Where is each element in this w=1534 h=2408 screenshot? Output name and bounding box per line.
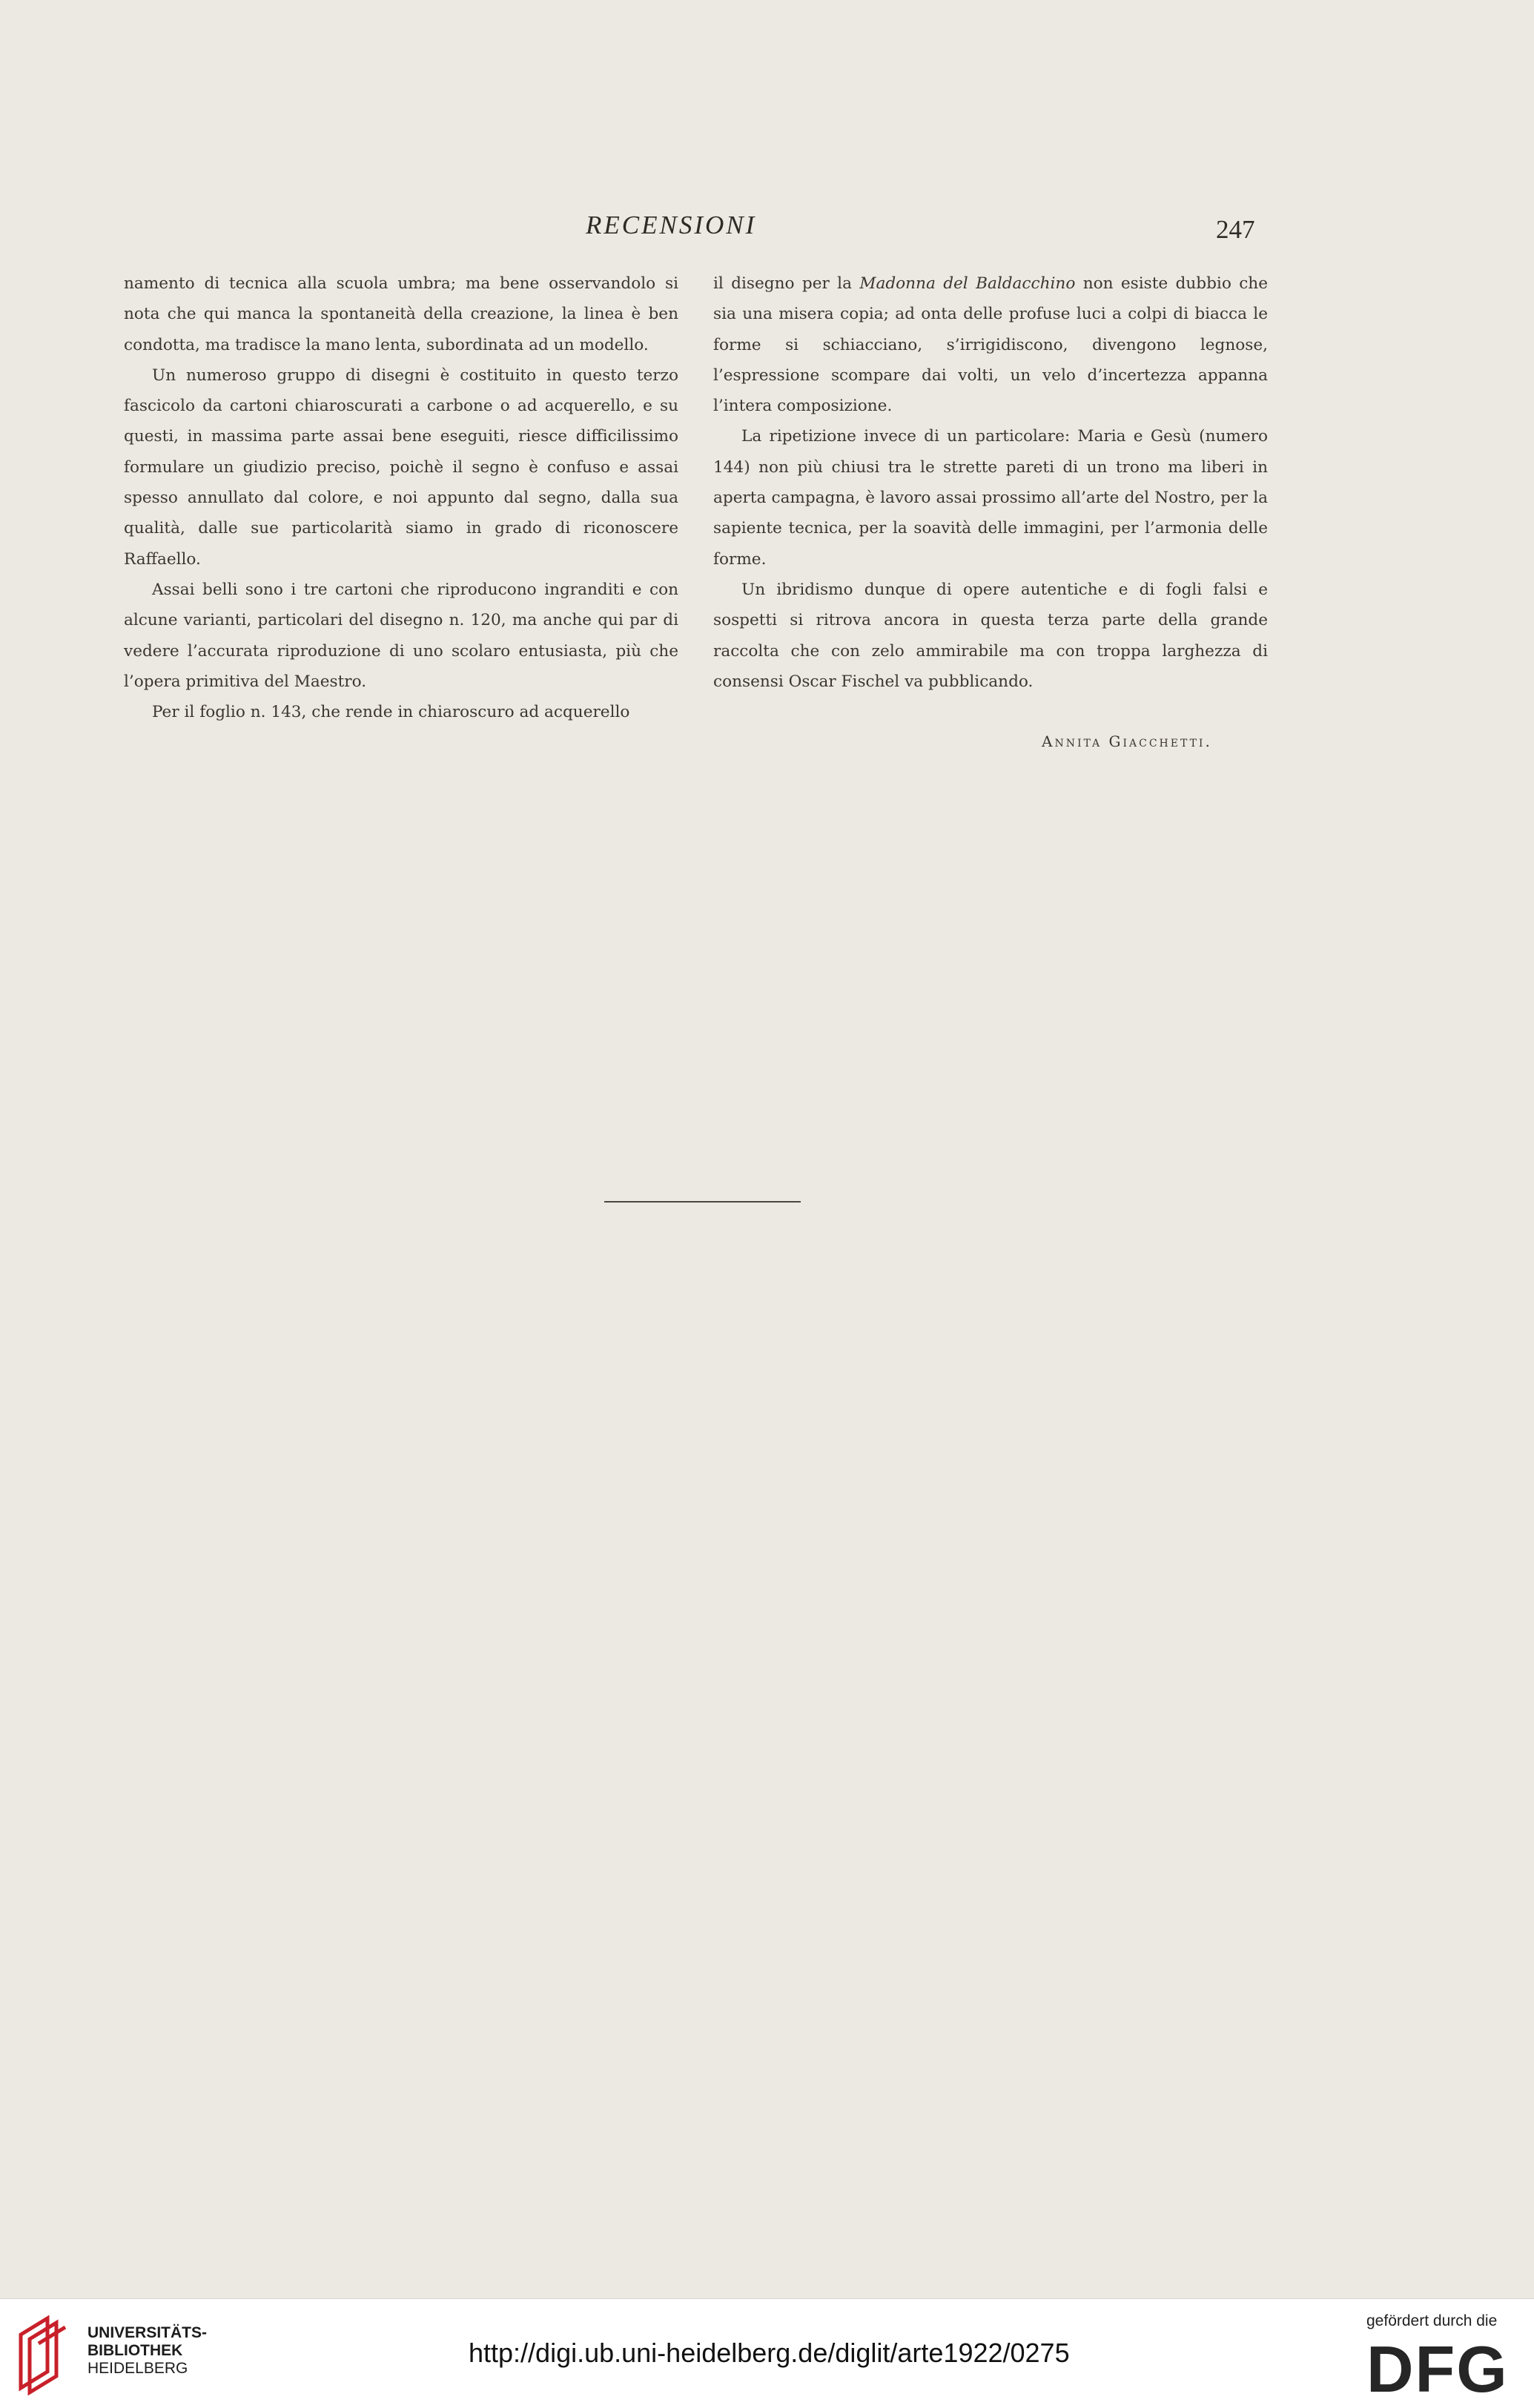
author-signature: Annita Giacchetti. <box>1042 732 1212 750</box>
paragraph: La ripetizione invece di un particolare: Maria e Gesù (numero 144) non più chiusi tra le strette pareti di un trono ma liberi in aperta campagna, è lavoro assai prossimo all’arte del Nostro, per la sapiente tecnica, per la soavità delle immagini, per l’armonia delle forme. <box>713 427 1268 569</box>
running-head: RECENSIONI <box>586 211 757 239</box>
library-name <box>87 2324 207 2378</box>
library-name-line: HEIDELBERG <box>87 2360 188 2377</box>
paragraph <box>713 268 1268 421</box>
library-name-line: BIBLIOTHEK <box>87 2342 183 2359</box>
text-run: il disegno per la <box>713 274 860 293</box>
dfg-logo: DFG <box>1366 2332 1509 2406</box>
artwork-title: Madonna del Baldacchino <box>859 274 1076 293</box>
permalink-url[interactable]: http://digi.ub.uni-heidelberg.de/diglit/arte1922/0275 <box>469 2338 1070 2368</box>
left-column <box>124 268 678 727</box>
library-name-line: UNIVERSITÄTS- <box>87 2324 208 2341</box>
funded-by-label: gefördert durch die <box>1366 2312 1498 2329</box>
paragraph: Un numeroso gruppo di disegni è costituito in questo terzo fascicolo da cartoni chiaroscurati a carbone o ad acquerello, e su questi, in massima parte assai bene eseguiti, riesce difficilissimo formulare un giudizio preciso, poichè il segno è confuso e assai spesso annullato dal colore, e noi appunto dal segno, dalla sua qualità, dalle sue particolarità siamo in grado di riconoscere Raffaello. <box>124 366 678 569</box>
ub-heidelberg-logo-icon <box>15 2312 74 2395</box>
paragraph: Per il foglio n. 143, che rende in chiaroscuro ad acquerello <box>152 703 630 722</box>
right-column <box>713 268 1268 697</box>
paragraph: Assai belli sono i tre cartoni che riproducono ingranditi e con alcune varianti, particolari del disegno n. 120, ma anche qui par di vedere l’accurata riproduzione di uno scolaro entusiasta, più che l’opera primitiva del Maestro. <box>124 580 678 691</box>
section-divider <box>604 1201 801 1203</box>
page-number: 247 <box>1216 215 1255 244</box>
text-run: non esiste dubbio che sia una misera copia; ad onta delle profuse luci a colpi di biacca le forme si schiacciano, s’irrigidiscono, divengono legnose, l’espressione scompare dai volti, un velo d’incertezza appanna l’intera composizione. <box>713 274 1268 416</box>
digitization-footer <box>0 2298 1534 2408</box>
paragraph: Un ibridismo dunque di opere autentiche e di fogli falsi e sospetti si ritrova ancora in questa terza parte della grande raccolta che con zelo ammirabile ma con troppa larghezza di consensi Oscar Fischel va pubblicando. <box>713 580 1268 691</box>
paragraph: namento di tecnica alla scuola umbra; ma bene osservandolo si nota che qui manca la spontaneità della creazione, la linea è ben condotta, ma tradisce la mano lenta, subordinata ad un modello. <box>124 274 678 354</box>
